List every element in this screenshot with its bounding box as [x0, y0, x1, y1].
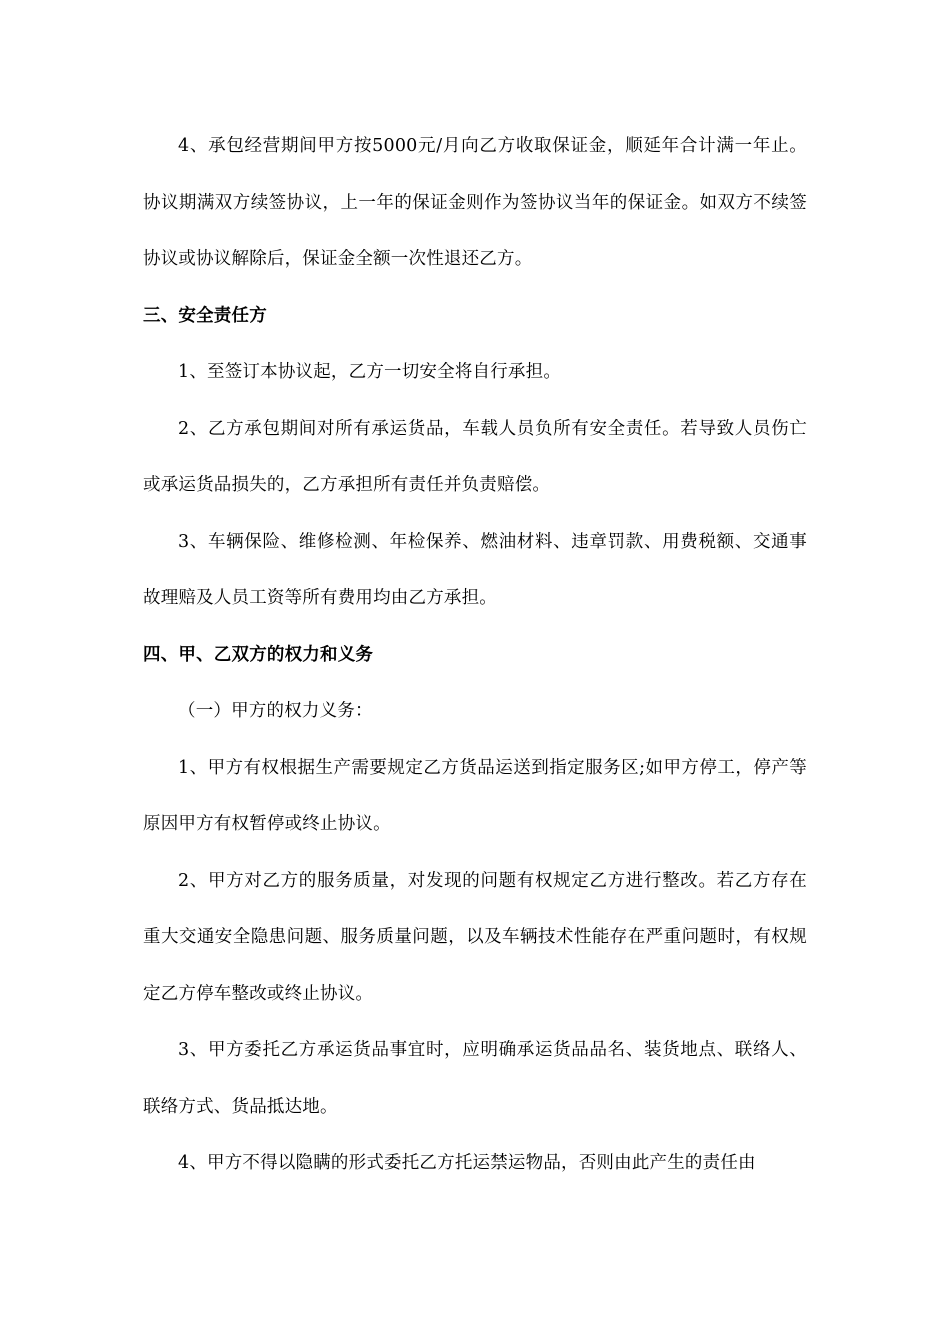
section-heading-rights: 四、甲、乙双方的权力和义务: [143, 644, 374, 665]
section-heading-safety: 三、安全责任方: [143, 305, 267, 326]
paragraph-deposit-clause: 4、承包经营期间甲方按5000元/月向乙方收取保证金，顺延年合计满一年止。协议期满双方续签协议，上一年的保证金则作为签协议当年的保证金。如双方不续签协议或协议解除后，保证金全额一次性退还乙方。: [143, 136, 807, 269]
subsection-heading-party-a: （一）甲方的权力义务：: [178, 701, 373, 721]
paragraph-safety-2: 2、乙方承包期间对所有承运货品，车载人员负所有安全责任。若导致人员伤亡或承运货品损失的，乙方承担所有责任并负责赔偿。: [143, 418, 807, 495]
paragraph-safety-3: 3、车辆保险、维修检测、年检保养、燃油材料、违章罚款、用费税额、交通事故理赔及人员工资等所有费用均由乙方承担。: [143, 531, 807, 608]
paragraph-party-a-2: 2、甲方对乙方的服务质量，对发现的问题有权规定乙方进行整改。若乙方存在重大交通安全隐患问题、服务质量问题，以及车辆技术性能存在严重问题时，有权规定乙方停车整改或终止协议。: [143, 870, 807, 1004]
document-body: [143, 118, 807, 1192]
paragraph-party-a-1: 1、甲方有权根据生产需要规定乙方货品运送到指定服务区;如甲方停工，停产等原因甲方有权暂停或终止协议。: [143, 757, 807, 834]
paragraph-party-a-3: 3、甲方委托乙方承运货品事宜时，应明确承运货品品名、装货地点、联络人、联络方式、货品抵达地。: [143, 1040, 807, 1117]
paragraph-party-a-4: 4、甲方不得以隐瞒的形式委托乙方托运禁运物品，否则由此产生的责任由: [178, 1153, 756, 1173]
paragraph-safety-1: 1、至签订本协议起，乙方一切安全将自行承担。: [178, 362, 562, 382]
